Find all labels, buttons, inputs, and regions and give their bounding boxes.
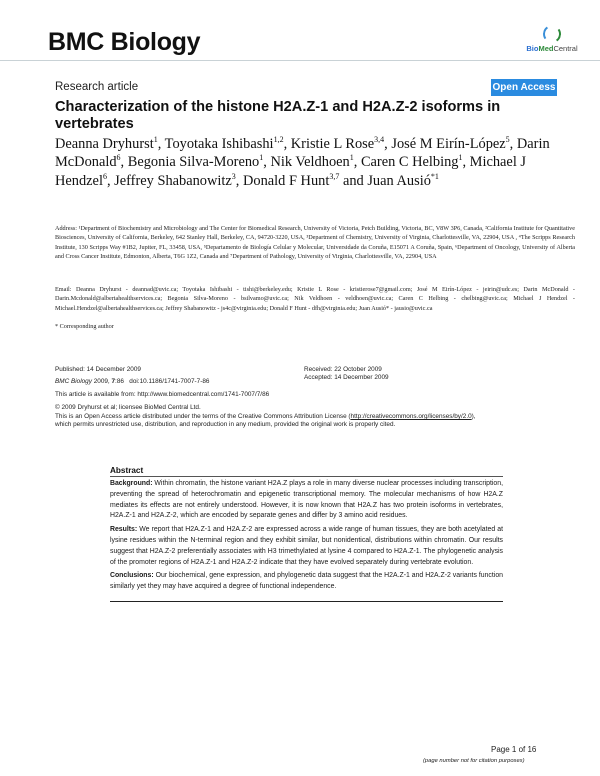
biomed-central-ring-icon [542,24,563,45]
article-url[interactable]: This article is available from: http://www.biomedcentral.com/1741-7007/7/86 [55,391,270,398]
abstract-box [110,466,503,602]
publisher-name [512,44,592,53]
author[interactable]: Begonia Silva-Moreno$^1$, [127,153,271,171]
received-date: Received: 22 October 2009 [304,366,382,373]
abstract-conclusions: Conclusions: Our biochemical, gene expression, and phylogenetic data suggest that the H2A.Z-1 and H2A.Z-2 variants function similarly yet they may have acquired a degree of functional independence. [110,572,503,591]
accepted-date: Accepted: 14 December 2009 [304,374,389,381]
author-emails[interactable]: Email: Deanna Dryhurst - deannad@uvic.ca; Toyotaka Ishibashi - tishi@berkeley.edu; Kristie L Rose - kristierose7@gmail.com; José M Eirín-López - jeirin@udc.es; Darin McDonald - Darin.Mcdonald@albertahealthservices.ca; Begonia Silva-Moreno - bsilvamo@uvic.ca; Nik Veldhoen - veldhoen@uvic.ca; Caren C Helbing - chelbing@uvic.ca; Michael J Hendzel - Michael.Hendzel@albertahealthservices.ca; Jeffrey Shabanowitz - js4c@virginia.edu; Donald F Hunt - dfh@virginia.edu; Juan Ausió* - jausio@uvic.ca [55,286,575,312]
license-link[interactable]: http://creativecommons.org/licenses/by/2.0 [350,413,472,420]
open-access-badge: Open Access [491,79,557,96]
article-type: Research article [55,81,139,93]
doi[interactable]: doi:10.1186/1741-7007-7-86 [129,378,210,385]
copyright: © 2009 Dryhurst et al; licensee BioMed Central Ltd. [55,404,201,411]
author[interactable]: Jeffrey Shabanowitz$^3$, [114,171,243,189]
author[interactable]: Michael J Hendzel$^6$, [55,154,527,189]
abstract-background: Background: Within chromatin, the histone variant H2A.Z plays a role in many diverse nuclear processes including transcription, preventing the spread of heterochromatin and epigenetic transcriptional memory. The molecular mechanisms of how H2A.Z mediates its effects are not entirely understood. However, it is now known that H2A.Z has two protein isoforms in vertebrates, H2A.Z-1 and H2A.Z-2, which are encoded by separate genes and differ by 3 amino acid residues. [110,480,503,520]
citation: BMC Biology 2009, 7:86 doi:10.1186/1741-7007-7-86 [55,378,210,385]
page-number-note: (page number not for citation purposes) [423,758,525,764]
logo-bio: Bio [526,44,539,53]
abstract-heading: Abstract [110,466,503,477]
affiliations: Address: ¹Department of Biochemistry and Microbiology and The Center for Biomedical Research, University of Victoria, Petch Building, Victoria, BC, V8W 3P6, Canada, ²California Institute for Quantitative Biosciences, University of California, Berkeley, 642 Stanley Hall, Berkeley, CA, 94720-3220, USA, ³Department of Chemistry, University of Virginia, Charlottesville, VA, 22904, USA , ⁴The Scripps Research Institute, 130 Scripps Way #1B2, Jupiter, FL, 33458, USA, ⁵Departamento de Biología Celular y Molecular, Universidade da Coruña, E15071 A Coruña, Spain, ⁶Department of Oncology, University of Alberta and Cross Cancer Institute, Edmonton, Alberta, T6G 1Z2, Canada and ⁷Department of Pathology, University of Virginia, Charlottesville, VA, 22904, USA [55,225,575,260]
author[interactable]: Darin McDonald$^6$, [55,136,550,171]
logo-med: Med [538,44,554,53]
author[interactable]: Deanna Dryhurst$^1$, [55,135,165,152]
corresponding-author-note: * Corresponding author [55,323,114,330]
journal-title: BMC Biology [48,28,201,56]
author[interactable]: Caren C Helbing$^1$, [360,153,470,171]
author[interactable]: Kristie L Rose$^{3,4}$, [290,135,392,152]
author[interactable]: José M Eirín-López$^5$, [391,135,517,152]
abstract-bottom-rule [110,601,503,602]
header-divider [0,60,600,61]
article-title: Characterization of the histone H2A.Z-1 and H2A.Z-2 isoforms in vertebrates [55,99,501,132]
license-statement: This is an Open Access article distributed under the terms of the Creative Commons Attribution License (http://creativecommons.org/licenses/by/2.0), [55,413,476,420]
published-date: Published: 14 December 2009 [55,366,141,373]
author[interactable]: Juan Ausió$^{*1}$ [367,171,439,189]
publisher-logo[interactable] [512,25,592,53]
page-number: Page 1 of 16 [491,745,537,754]
author[interactable]: Toyotaka Ishibashi$^{1,2}$, [164,135,291,152]
license-statement-cont: which permits unrestricted use, distribution, and reproduction in any medium, provided the original work is properly cited. [55,421,396,428]
abstract-results: Results: We report that H2A.Z-1 and H2A.Z-2 are expressed across a wide range of human tissues, they are both acetylated at lysine residues within the N-terminal region and they exhibit similar, but nonidentical, distributions within chromatin. Our results suggest that H2A.Z-2 preferentially associates with H3 trimethylated at lysine 4 compared to H2A.Z-1. The phylogenetic analysis of the promoter regions of H2A.Z-1 and H2A.Z-2 indicate that they have evolved separately during vertebrate evolution. [110,526,503,566]
author[interactable]: Nik Veldhoen$^1$, [270,153,361,171]
logo-central: Central [553,44,578,53]
author[interactable]: Donald F Hunt$^{3,7}$ and [242,171,368,189]
author-list [55,135,575,190]
